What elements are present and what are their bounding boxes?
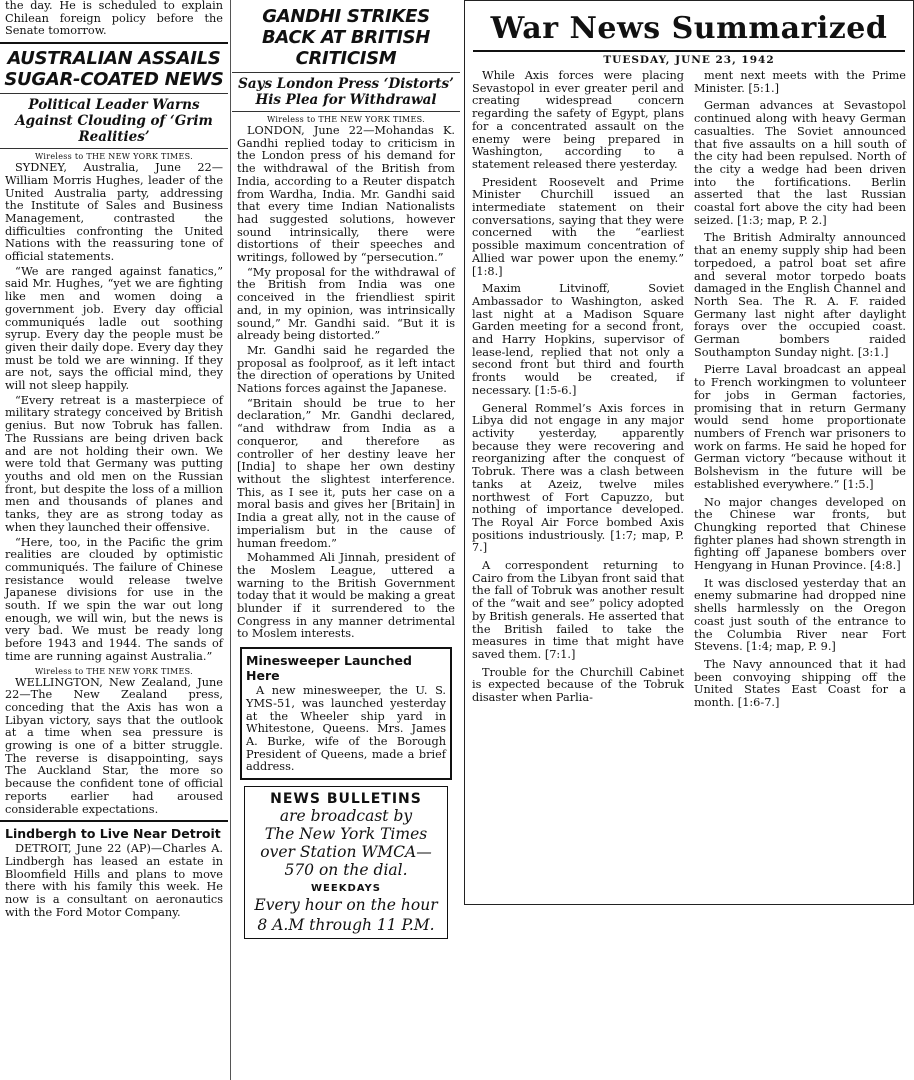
column-2 [232, 0, 460, 935]
column-rule [230, 0, 231, 1080]
war-news-left-column [467, 70, 689, 715]
dateline: TUESDAY, JUNE 23, 1942 [603, 54, 775, 66]
divider [0, 820, 228, 822]
headline-gandhi: GANDHI STRIKES BACK AT BRITISH CRITICISM [261, 6, 431, 69]
article-paragraph: “Every retreat is a masterpiece of military strategy conceived by British genius. But now Tobruk has fallen. The Russians are being driven back and are not holding their own. We were told that Germany was putting youths and old men on the Russian front, but despite the loss of a million men and thousands of planes and tanks, they are as strong today as when they launched their offensive. [5, 393, 223, 534]
wellington-paragraph: WELLINGTON, New Zealand, June 22—The New Zealand press, conceding that the Axis has won a Libyan victory, says that the outlook at a time when sea pressure is growing is one of a bitter struggle. The reverse is disappointing, says The Auckland Star, the more so because the confident tone of official reports earlier had aroused considerable expectations. [5, 675, 223, 816]
lindbergh-headline: Lindbergh to Live Near Detroit [5, 826, 221, 842]
minesweeper-headline: Minesweeper Launched Here [246, 653, 412, 684]
bulletin-hours: Every hour on the hour [254, 896, 438, 915]
article-paragraph: “My proposal for the withdrawal of the British from India was one conceived in the friendliest spirit and, in my opinion, was intrinsically sound,” Mr. Gandhi said. “But it is already being distorted.” [237, 265, 455, 343]
wire-credit: Wireless to THE NEW YORK TIMES. [34, 152, 194, 162]
divider [0, 148, 228, 149]
subhead-gandhi: Says London Press ‘Distorts’ His Plea for Withdrawal [238, 76, 454, 108]
divider [0, 93, 228, 94]
bulletin-line: 570 on the dial. [284, 861, 408, 880]
wire-credit: Wireless to THE NEW YORK TIMES. [34, 666, 194, 676]
bulletin-title: NEWS BULLETINS [270, 791, 422, 808]
article-paragraph: Mohammed Ali Jinnah, president of the Moslem League, uttered a warning to the British Government today that it would be making a great blunder if it surrendered to the Congress in any manner detrimental to Moslem interests. [237, 551, 455, 641]
news-summary-item: Trouble for the Churchill Cabinet is expected because of the Tobruk disaster when Parlia- [472, 665, 684, 705]
article-paragraph: LONDON, June 22—Mohandas K. Gandhi replied today to criticism in the London press of his demand for the withdrawal of the British from India, according to a Reuter dispatch from Wardha, India. Mr. Gandhi said that every time Indian Nationalists had suggested solutions, however sound intrinsically, there were distortions of their speeches and writings, followed by “persecution.” [237, 124, 455, 265]
news-bulletins-box [244, 786, 448, 939]
news-summary-item: While Axis forces were placing Sevastopol in ever greater peril and creating widespread concern regarding the safety of Egypt, plans for a concentrated assault on the enemy were being prepared in Washington, according to a statement released there yesterday. [472, 69, 684, 171]
article-paragraph: SYDNEY, Australia, June 22—William Morris Hughes, leader of the United Australia party, addressing the Institute of Sales and Business Management, contrasted the difficulties confronting the United Nations with the reassuring tone of official statements. [5, 161, 223, 264]
column-1 [0, 0, 228, 1080]
minesweeper-box [240, 647, 452, 780]
divider [473, 50, 905, 52]
bulletin-line: over Station WMCA— [260, 843, 432, 862]
divider [232, 72, 460, 73]
news-summary-item: German advances at Sevastopol continued along with heavy German casualties. The Soviet announced that five assaults on a hill south of the city had been repulsed. North of the city a wedge had been driven into the fortifications. Berlin asserted that the last Russian coastal fort above the city had been seized. [1:3; map, P. 2.] [694, 99, 906, 227]
intro-text: the day. He is scheduled to explain Chilean foreign policy before the Senate tomorrow. [5, 0, 223, 38]
wire-credit: Wireless to THE NEW YORK TIMES. [266, 115, 426, 124]
article-paragraph: “Here, too, in the Pacific the grim realities are clouded by optimistic communiqués. The failure of Chinese resistance would release twelve Japanese divisions for use in the south. If we spin the war out long enough, we will win, but the news is very bad. We must be ready long before 1943 and 1944. The sands of time are running against Australia.” [5, 535, 223, 663]
article-paragraph: “Britain should be true to her declaration,” Mr. Gandhi declared, “and withdraw from India as a conqueror, and therefore as controller of her destiny leave her [India] to shape her own destiny without the slightest interference. This, as I see it, puts her case on a moral basis and gives her [Britain] in India a great ally, not in the cause of imperialism but in the cause of human freedom.” [237, 396, 455, 550]
news-summary-item: Pierre Laval broadcast an appeal to French workingmen to volunteer for jobs in German factories, promising that in return Germany would send home proportionate numbers of French war prisoners to work on farms. He said he hoped for German victory “because without it Bolshevism in the future will be established everywhere.” [1:5.] [694, 363, 906, 491]
news-summary-item: President Roosevelt and Prime Minister Churchill issued an intermediate statement on their conversations, saying that they were concerned with the “earliest possible maximum concentration of Allied war power upon the enemy.” [1:8.] [472, 175, 684, 278]
war-news-panel [464, 0, 914, 905]
bulletin-line: The New York Times [264, 825, 428, 844]
lindbergh-paragraph: DETROIT, June 22 (AP)—Charles A. Lindbergh has leased an estate in Bloomfield Hills and plans to move there with his family this week. He now is a consultant on aeronautics with the Ford Motor Company. [5, 842, 223, 919]
news-summary-item: A correspondent returning to Cairo from the Libyan front said that the fall of Tobruk was another result of the “wait and see” policy adopted by British generals. He asserted that the British failed to take the measures in time that might have saved them. [7:1.] [472, 559, 684, 661]
headline-australian: AUSTRALIAN ASSAILS SUGAR-COATED NEWS [4, 48, 224, 91]
minesweeper-paragraph: A new minesweeper, the U. S. YMS-51, was launched yesterday at the Wheeler ship yard in Whitestone, Queens. Mrs. James A. Burke, wife of the Borough President of Queens, made a brief address. [246, 684, 446, 774]
bulletin-line: are broadcast by [279, 807, 413, 826]
war-news-right-column [689, 70, 911, 715]
article-paragraph: Mr. Gandhi said he regarded the proposal as foolproof, as it left intact the direction of operations by United Nations forces against the Japanese. [237, 343, 455, 396]
bulletin-weekdays: WEEKDAYS [311, 883, 381, 895]
news-summary-item: The Navy announced that it had been convoying shipping off the United States East Coast for a month. [1:6-7.] [694, 657, 906, 710]
news-summary-item: No major changes developed on the Chinese war fronts, but Chungking reported that Chinese fighter planes had shown strength in fighting off Japanese bombers over Hengyang in Hunan Province. [4:8.] [694, 495, 906, 573]
news-summary-item: The British Admiralty announced that an enemy supply ship had been torpedoed, a patrol boat set afire and several motor torpedo boats damaged in the English Channel and North Sea. The R. A. F. raided Germany last night after daylight forays over the occupied coast. German bombers raided Southampton Sunday night. [3:1.] [694, 231, 906, 359]
news-summary-item: Maxim Litvinoff, Soviet Ambassador to Washington, asked last night at a Madison Square Garden meeting for a second front, and Harry Hopkins, supervisor of lease-lend, replied that not only a second front but third and fourth fronts would be created, if necessary. [1:5-6.] [472, 282, 684, 397]
bulletin-hours: 8 A.M through 11 P.M. [257, 916, 435, 935]
news-summary-item: ment next meets with the Prime Minister. [5:1.] [694, 69, 906, 95]
article-paragraph: “We are ranged against fanatics,” said Mr. Hughes, “yet we are fighting like men and women doing a government job. Every day official communiqués ladle out soothing syrup. Every day the people must be given their daily dope. Every day they must be told we are winning. If they are not, says the official mind, they will not sleep happily. [5, 264, 223, 393]
divider [0, 42, 228, 44]
subhead-australian: Political Leader Warns Against Clouding of ‘Grim Realities’ [15, 97, 213, 146]
divider [232, 111, 460, 112]
news-summary-item: It was disclosed yesterday that an enemy submarine had dropped nine shells harmlessly on the Oregon coast just south of the entrance to the Columbia River near Fort Stevens. [1:4; map, P. 9.] [694, 576, 906, 654]
war-news-title: War News Summarized [490, 11, 888, 46]
news-summary-item: General Rommel’s Axis forces in Libya did not engage in any major activity yesterday, apparently because they were recovering and reorganizing after the conquest of Tobruk. There was a clash between tanks at Azeiz, twelve miles northwest of Fort Capuzzo, but nothing of importance developed. The Royal Air Force bombed Axis positions industriously. [1:7; map, P. 7.] [472, 401, 684, 555]
